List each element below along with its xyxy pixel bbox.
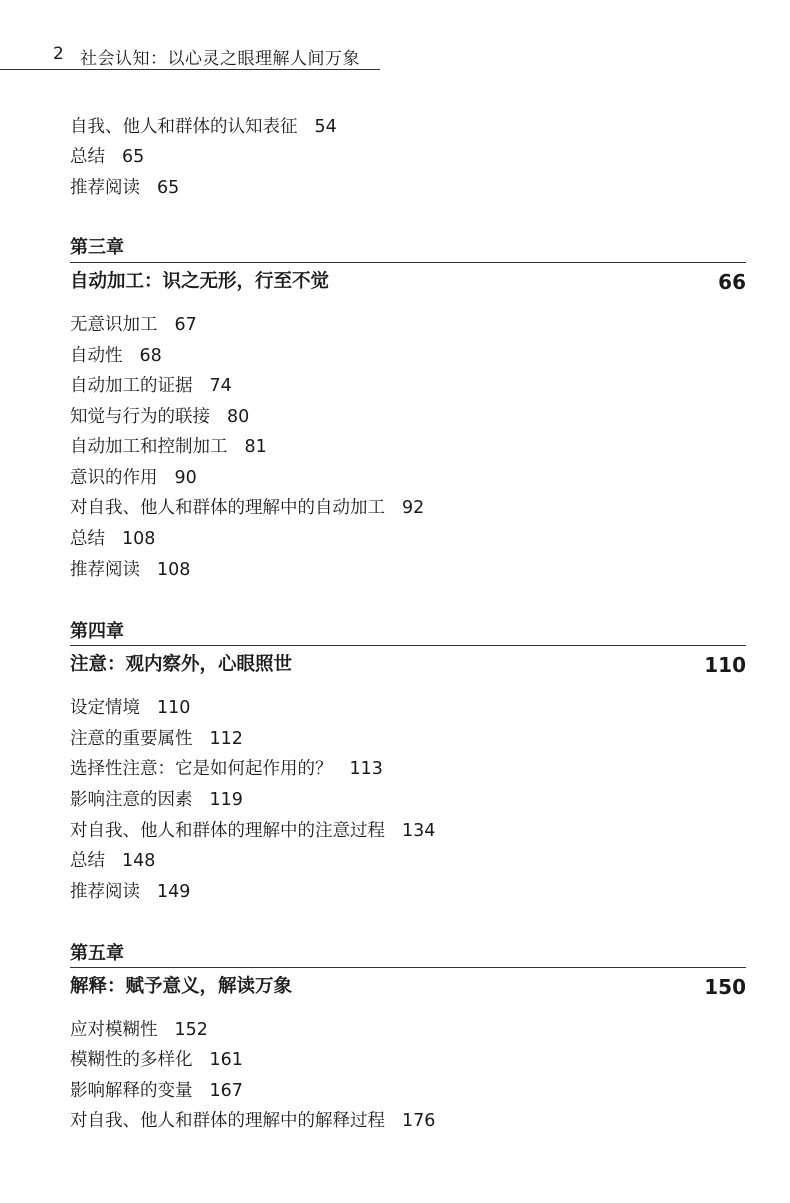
toc-entry-title: 自动加工和控制加工: [70, 437, 228, 457]
toc-entry-page: 74: [209, 376, 232, 396]
toc-entry-page: 81: [244, 437, 267, 457]
toc-entry-page: 67: [174, 315, 197, 335]
toc-entry-page: 68: [139, 346, 162, 366]
toc-entry-page: 134: [402, 821, 436, 841]
toc-entry-page: 112: [209, 729, 243, 749]
toc-entry[interactable]: [70, 697, 190, 719]
toc-entry-title: 自动加工的证据: [70, 376, 193, 396]
toc-entry-page: 90: [174, 468, 197, 488]
toc-entry[interactable]: [70, 497, 424, 519]
toc-entry-page: 148: [122, 851, 156, 871]
toc-entry-title: 对自我、他人和群体的理解中的注意过程: [70, 821, 385, 841]
toc-entry[interactable]: [70, 1080, 243, 1102]
chapter-title[interactable]: 解释：赋予意义，解读万象: [70, 976, 293, 997]
header-page-number: 2: [53, 44, 64, 64]
toc-entry-title: 自我、他人和群体的认知表征: [70, 117, 298, 137]
chapter-title[interactable]: 自动加工：识之无形，行至不觉: [70, 271, 330, 292]
toc-entry-title: 知觉与行为的联接: [70, 407, 210, 427]
toc-entry[interactable]: [70, 1019, 208, 1041]
toc-entry-title: 推荐阅读: [70, 560, 140, 580]
toc-entry-page: 54: [314, 117, 337, 137]
toc-entry-title: 自动性: [70, 346, 123, 366]
toc-entry[interactable]: [70, 881, 190, 903]
chapter-page: 66: [718, 270, 746, 294]
toc-entry-title: 总结: [70, 529, 105, 549]
running-header: [0, 36, 380, 72]
header-book-title: 社会认知：以心灵之眼理解人间万象: [80, 49, 360, 69]
toc-entry-page: 119: [209, 790, 243, 810]
toc-entry-title: 影响解释的变量: [70, 1081, 193, 1101]
toc-entry-title: 意识的作用: [70, 468, 158, 488]
chapter-rule: [70, 645, 746, 646]
toc-entry[interactable]: [70, 850, 155, 872]
toc-entry-title: 注意的重要属性: [70, 729, 193, 749]
toc-entry-title: 模糊性的多样化: [70, 1050, 193, 1070]
toc-entry[interactable]: [70, 345, 162, 367]
chapter-rule: [70, 262, 746, 263]
toc-entry-page: 80: [227, 407, 250, 427]
toc-entry[interactable]: [70, 789, 243, 811]
chapter-page: 110: [704, 653, 746, 677]
chapter-label: 第三章: [70, 237, 124, 258]
toc-entry-page: 149: [157, 882, 191, 902]
toc-entry-title: 总结: [70, 147, 105, 167]
toc-entry-title: 选择性注意：它是如何起作用的？: [70, 759, 333, 779]
toc-entry-title: 设定情境: [70, 698, 140, 718]
toc-entry[interactable]: [70, 406, 249, 428]
toc-entry[interactable]: [70, 528, 155, 550]
toc-entry[interactable]: [70, 1110, 435, 1132]
toc-entry-page: 65: [157, 178, 180, 198]
toc-entry-title: 对自我、他人和群体的理解中的解释过程: [70, 1111, 385, 1131]
toc-entry-page: 92: [402, 498, 425, 518]
toc-entry[interactable]: [70, 375, 232, 397]
toc-entry[interactable]: [70, 728, 243, 750]
toc-entry[interactable]: [70, 758, 383, 780]
toc-entry-title: 无意识加工: [70, 315, 158, 335]
toc-entry-title: 应对模糊性: [70, 1020, 158, 1040]
toc-entry-title: 影响注意的因素: [70, 790, 193, 810]
toc-entry[interactable]: [70, 116, 337, 138]
toc-entry[interactable]: [70, 1049, 243, 1071]
toc-entry-page: 65: [122, 147, 145, 167]
toc-entry-page: 108: [157, 560, 191, 580]
chapter-title[interactable]: 注意：观内察外，心眼照世: [70, 654, 293, 675]
toc-entry-page: 176: [402, 1111, 436, 1131]
toc-entry[interactable]: [70, 146, 144, 168]
toc-entry-title: 总结: [70, 851, 105, 871]
toc-entry[interactable]: [70, 314, 197, 336]
toc-entry[interactable]: [70, 820, 435, 842]
toc-entry[interactable]: [70, 559, 190, 581]
toc-entry-page: 113: [349, 759, 383, 779]
toc-entry[interactable]: [70, 467, 197, 489]
chapter-label: 第五章: [70, 943, 124, 964]
toc-entry-page: 161: [209, 1050, 243, 1070]
toc-entry-page: 152: [174, 1020, 208, 1040]
toc-entry-title: 推荐阅读: [70, 178, 140, 198]
toc-entry-page: 110: [157, 698, 191, 718]
toc-entry[interactable]: [70, 177, 179, 199]
toc-entry-title: 对自我、他人和群体的理解中的自动加工: [70, 498, 385, 518]
toc-entry-title: 推荐阅读: [70, 882, 140, 902]
chapter-label: 第四章: [70, 621, 124, 642]
toc-entry-page: 108: [122, 529, 156, 549]
toc-entry[interactable]: [70, 436, 267, 458]
header-rule: [0, 69, 380, 70]
chapter-rule: [70, 967, 746, 968]
toc-entry-page: 167: [209, 1081, 243, 1101]
chapter-page: 150: [704, 975, 746, 999]
